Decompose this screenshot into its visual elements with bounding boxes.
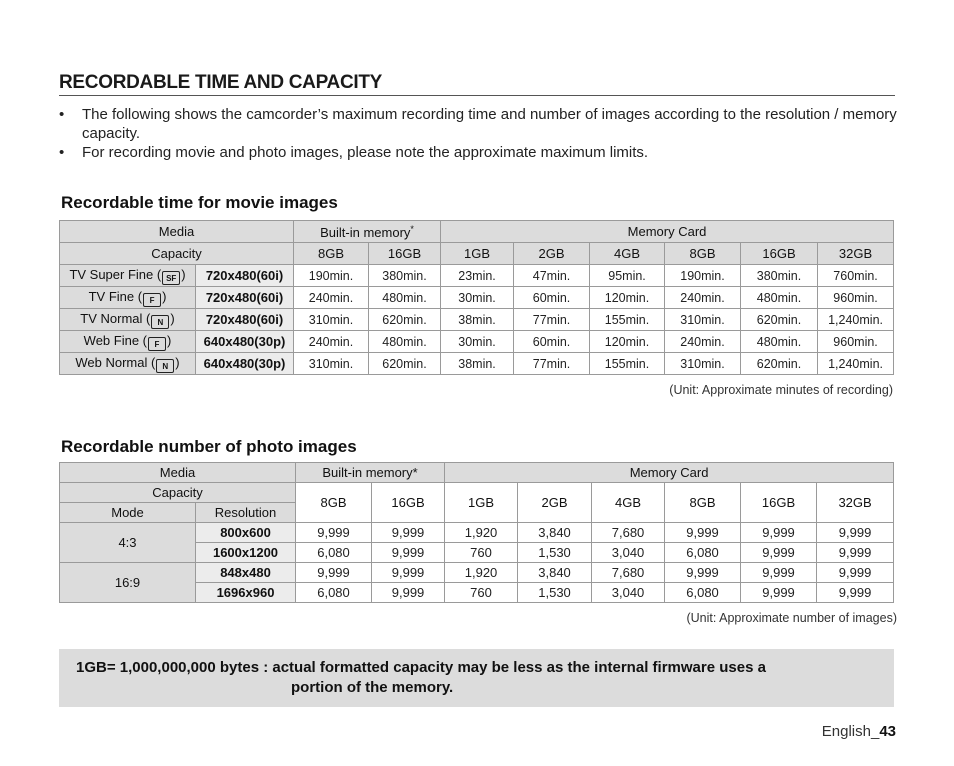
capacity-cell: 4GB <box>592 483 665 523</box>
media-header: Media <box>60 221 294 243</box>
time-value-cell: 310min. <box>294 353 369 375</box>
table-row <box>60 243 894 265</box>
bullet-glyph: • <box>59 106 65 123</box>
image-count-cell: 1,920 <box>445 563 518 583</box>
quality-mode-label: Web Normal ( <box>75 354 156 370</box>
resolution-cell: 720x480(60i) <box>196 287 294 309</box>
table-row <box>60 331 894 353</box>
resolution-cell: 720x480(60i) <box>196 265 294 287</box>
image-count-cell: 9,999 <box>817 563 894 583</box>
bullet-item <box>59 105 899 143</box>
time-value-cell: 620min. <box>369 309 441 331</box>
quality-mode-cell <box>60 309 196 331</box>
capacity-cell: 8GB <box>296 483 372 523</box>
time-value-cell: 310min. <box>665 353 741 375</box>
image-count-cell: 760 <box>445 583 518 603</box>
builtin-memory-header: Built-in memory* <box>296 463 445 483</box>
quality-mode-cell <box>60 353 196 375</box>
time-value-cell: 380min. <box>741 265 818 287</box>
table-row <box>60 287 894 309</box>
photo-section-heading: Recordable number of photo images <box>61 437 357 456</box>
image-count-cell: 1,530 <box>518 583 592 603</box>
time-value-cell: 60min. <box>514 287 590 309</box>
image-count-cell: 6,080 <box>296 583 372 603</box>
intro-bullets <box>59 105 899 162</box>
image-count-cell: 9,999 <box>741 543 817 563</box>
capacity-cell: 8GB <box>665 243 741 265</box>
time-value-cell: 480min. <box>369 331 441 353</box>
image-count-cell: 9,999 <box>741 523 817 543</box>
resolution-cell: 640x480(30p) <box>196 353 294 375</box>
photo-count-table <box>59 462 894 603</box>
quality-mode-label: Web Fine ( <box>83 332 147 348</box>
footer-language: English_ <box>821 723 880 740</box>
image-count-cell: 6,080 <box>665 583 741 603</box>
image-count-cell: 9,999 <box>817 583 894 603</box>
time-value-cell: 310min. <box>294 309 369 331</box>
image-count-cell: 9,999 <box>372 583 445 603</box>
time-value-cell: 30min. <box>441 287 514 309</box>
time-value-cell: 480min. <box>741 331 818 353</box>
time-value-cell: 23min. <box>441 265 514 287</box>
capacity-cell: 16GB <box>369 243 441 265</box>
close-paren: ) <box>175 354 180 370</box>
image-count-cell: 760 <box>445 543 518 563</box>
bullet-item <box>59 143 899 162</box>
capacity-cell: 16GB <box>372 483 445 523</box>
bullet-text: For recording movie and photo images, please note the approximate maximum limits. <box>82 144 649 161</box>
table-row <box>60 265 894 287</box>
time-value-cell: 240min. <box>294 331 369 353</box>
quality-mode-cell <box>60 265 196 287</box>
media-header: Media <box>60 463 296 483</box>
note-line-1: 1GB= 1,000,000,000 bytes : actual formatted capacity may be less as the internal firmware uses a <box>76 659 766 676</box>
capacity-cell: 1GB <box>441 243 514 265</box>
image-count-cell: 9,999 <box>665 563 741 583</box>
resolution-header: Resolution <box>196 503 296 523</box>
capacity-cell: 1GB <box>445 483 518 523</box>
image-count-cell: 9,999 <box>372 543 445 563</box>
page-number: 43 <box>879 723 896 740</box>
table-row <box>60 483 894 503</box>
image-count-cell: 3,840 <box>518 563 592 583</box>
time-value-cell: 77min. <box>514 309 590 331</box>
image-count-cell: 1,920 <box>445 523 518 543</box>
image-count-cell: 9,999 <box>296 523 372 543</box>
memory-card-header: Memory Card <box>441 221 894 243</box>
quality-mode-label: TV Fine ( <box>88 288 143 304</box>
capacity-cell: 2GB <box>518 483 592 523</box>
time-value-cell: 190min. <box>294 265 369 287</box>
time-value-cell: 960min. <box>818 287 894 309</box>
resolution-cell: 720x480(60i) <box>196 309 294 331</box>
image-count-cell: 9,999 <box>741 583 817 603</box>
capacity-cell: 4GB <box>590 243 665 265</box>
time-value-cell: 240min. <box>294 287 369 309</box>
time-value-cell: 38min. <box>441 353 514 375</box>
time-value-cell: 47min. <box>514 265 590 287</box>
close-paren: ) <box>167 332 172 348</box>
capacity-cell: 8GB <box>294 243 369 265</box>
bullet-glyph: • <box>59 144 65 161</box>
time-value-cell: 960min. <box>818 331 894 353</box>
time-value-cell: 620min. <box>741 353 818 375</box>
aspect-mode-cell: 16:9 <box>60 563 196 603</box>
image-count-cell: 9,999 <box>741 563 817 583</box>
time-value-cell: 240min. <box>665 287 741 309</box>
page-footer <box>822 723 896 740</box>
time-value-cell: 480min. <box>369 287 441 309</box>
time-value-cell: 1,240min. <box>818 309 894 331</box>
resolution-cell: 1600x1200 <box>196 543 296 563</box>
time-value-cell: 240min. <box>665 331 741 353</box>
image-count-cell: 9,999 <box>817 523 894 543</box>
table-row <box>60 463 894 483</box>
resolution-cell: 640x480(30p) <box>196 331 294 353</box>
image-count-cell: 7,680 <box>592 523 665 543</box>
image-count-cell: 7,680 <box>592 563 665 583</box>
capacity-cell: 32GB <box>817 483 894 523</box>
image-count-cell: 9,999 <box>665 523 741 543</box>
web-normal-icon: N <box>156 359 174 373</box>
capacity-cell: 16GB <box>741 243 818 265</box>
quality-mode-label: TV Super Fine ( <box>69 266 162 282</box>
resolution-cell: 800x600 <box>196 523 296 543</box>
capacity-cell: 8GB <box>665 483 741 523</box>
time-value-cell: 77min. <box>514 353 590 375</box>
time-value-cell: 30min. <box>441 331 514 353</box>
capacity-header: Capacity <box>60 243 294 265</box>
page-title: RECORDABLE TIME AND CAPACITY <box>59 72 895 96</box>
time-value-cell: 1,240min. <box>818 353 894 375</box>
time-value-cell: 620min. <box>741 309 818 331</box>
aspect-mode-cell: 4:3 <box>60 523 196 563</box>
mode-header: Mode <box>60 503 196 523</box>
image-count-cell: 1,530 <box>518 543 592 563</box>
capacity-header: Capacity <box>60 483 296 503</box>
time-value-cell: 310min. <box>665 309 741 331</box>
note-line-2: portion of the memory. <box>291 679 454 696</box>
time-value-cell: 120min. <box>590 287 665 309</box>
web-fine-icon: F <box>148 337 166 351</box>
capacity-cell: 16GB <box>741 483 817 523</box>
close-paren: ) <box>162 288 167 304</box>
bullet-text: The following shows the camcorder’s maximum recording time and number of images according to the resolution / memory capacity. <box>82 106 897 142</box>
time-value-cell: 155min. <box>590 309 665 331</box>
time-value-cell: 620min. <box>369 353 441 375</box>
memory-card-header: Memory Card <box>445 463 894 483</box>
table-row <box>60 309 894 331</box>
image-count-cell: 9,999 <box>817 543 894 563</box>
resolution-cell: 848x480 <box>196 563 296 583</box>
photo-unit-note: (Unit: Approximate number of images) <box>686 611 897 625</box>
resolution-cell: 1696x960 <box>196 583 296 603</box>
image-count-cell: 9,999 <box>296 563 372 583</box>
time-value-cell: 190min. <box>665 265 741 287</box>
image-count-cell: 9,999 <box>372 563 445 583</box>
quality-mode-label: TV Normal ( <box>80 310 151 326</box>
time-value-cell: 760min. <box>818 265 894 287</box>
tv-normal-icon: N <box>151 315 169 329</box>
quality-mode-cell <box>60 287 196 309</box>
quality-mode-cell <box>60 331 196 353</box>
image-count-cell: 3,040 <box>592 583 665 603</box>
image-count-cell: 9,999 <box>372 523 445 543</box>
time-value-cell: 380min. <box>369 265 441 287</box>
time-value-cell: 155min. <box>590 353 665 375</box>
image-count-cell: 6,080 <box>296 543 372 563</box>
capacity-note <box>59 649 894 707</box>
image-count-cell: 3,840 <box>518 523 592 543</box>
table-row <box>60 353 894 375</box>
time-value-cell: 60min. <box>514 331 590 353</box>
tv-fine-icon: F <box>143 293 161 307</box>
table-row <box>60 221 894 243</box>
tv-super-fine-icon: SF <box>162 271 180 285</box>
table-row <box>60 563 894 583</box>
capacity-cell: 2GB <box>514 243 590 265</box>
time-value-cell: 480min. <box>741 287 818 309</box>
footnote-mark: * <box>410 223 414 234</box>
table-row <box>60 523 894 543</box>
builtin-memory-label: Built-in memory <box>320 224 411 240</box>
movie-unit-note: (Unit: Approximate minutes of recording) <box>669 383 893 397</box>
close-paren: ) <box>181 266 186 282</box>
movie-time-table <box>59 220 894 375</box>
time-value-cell: 95min. <box>590 265 665 287</box>
image-count-cell: 6,080 <box>665 543 741 563</box>
image-count-cell: 3,040 <box>592 543 665 563</box>
movie-section-heading: Recordable time for movie images <box>61 193 338 212</box>
time-value-cell: 120min. <box>590 331 665 353</box>
time-value-cell: 38min. <box>441 309 514 331</box>
close-paren: ) <box>170 310 175 326</box>
builtin-memory-header <box>294 221 441 243</box>
capacity-cell: 32GB <box>818 243 894 265</box>
